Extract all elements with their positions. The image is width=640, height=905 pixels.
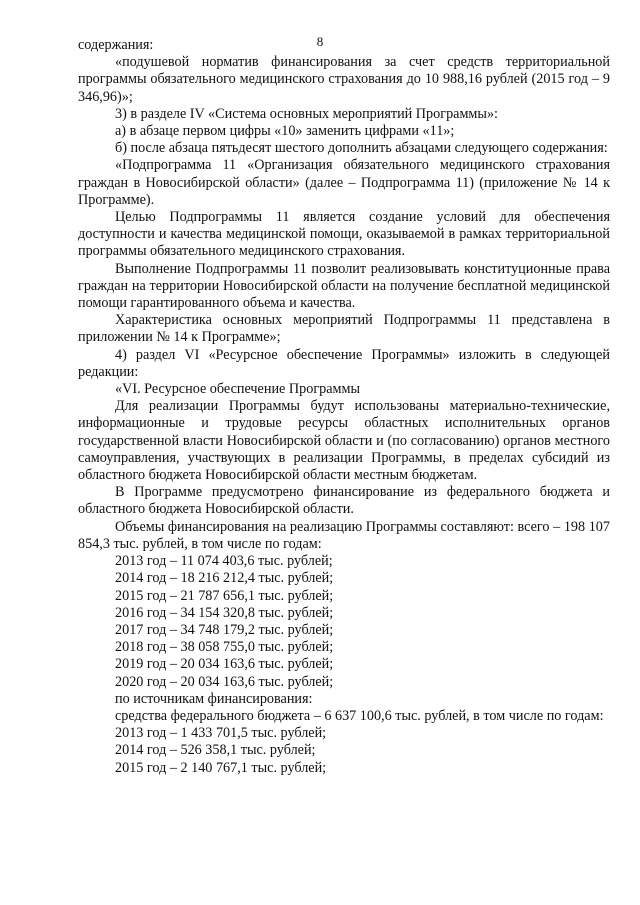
paragraph: «VI. Ресурсное обеспечение Программы: [115, 381, 361, 398]
paragraph: 3) в разделе IV «Система основных мероприятий Программы»:: [115, 105, 498, 122]
list-item: 2016 год – 34 154 320,8 тыс. рублей;: [115, 604, 334, 621]
paragraph: Целью Подпрограммы 11 является создание условий для обеспечения доступности и качества медицинской помощи, оказываемой в рамках территориальной программы обязательного медицинского страхования.: [78, 209, 610, 260]
list-item: 2018 год – 38 058 755,0 тыс. рублей;: [115, 639, 334, 656]
paragraph: Объемы финансирования на реализацию Программы составляют: всего – 198 107 854,3 тыс. рублей, в том числе по годам:: [78, 518, 610, 552]
paragraph: Для реализации Программы будут использованы материально-технические, информационные и трудовые ресурсы областных исполнительных органов государственной власти Новосибирской области и (по согласованию) органов местного самоуправления, участвующих в реализации Программы, в пределах субсидий из областного бюджета Новосибирской области местным бюджетам.: [78, 398, 610, 484]
paragraph: Выполнение Подпрограммы 11 позволит реализовывать конституционные права граждан на территории Новосибирской области на получение бесплатной медицинской помощи гарантированного объема и качества.: [78, 260, 610, 312]
list-item: 2013 год – 1 433 701,5 тыс. рублей;: [115, 725, 327, 742]
page-number: 8: [316, 34, 324, 49]
list-item: 2013 год – 11 074 403,6 тыс. рублей;: [115, 553, 333, 570]
list-item: 2014 год – 526 358,1 тыс. рублей;: [115, 742, 316, 759]
paragraph: б) после абзаца пятьдесят шестого дополнить абзацами следующего содержания:: [115, 140, 608, 157]
paragraph: «подушевой норматив финансирования за счет средств территориальной программы обязательного медицинского страхования до 10 988,16 рублей (2015 год – 9 346,96)»;: [78, 54, 610, 105]
paragraph: а) в абзаце первом цифры «10» заменить цифрами «11»;: [115, 123, 455, 140]
list-item: 2017 год – 34 748 179,2 тыс. рублей;: [115, 621, 334, 638]
list-item: 2020 год – 20 034 163,6 тыс. рублей;: [115, 673, 334, 690]
paragraph: Характеристика основных мероприятий Подпрограммы 11 представлена в приложении № 14 к Программе»;: [78, 312, 610, 346]
list-item: 2014 год – 18 216 212,4 тыс. рублей;: [115, 570, 334, 587]
paragraph: 4) раздел VI «Ресурсное обеспечение Программы» изложить в следующей редакции:: [78, 346, 610, 380]
paragraph: средства федерального бюджета – 6 637 100,6 тыс. рублей, в том числе по годам:: [115, 707, 604, 724]
list-item: 2015 год – 21 787 656,1 тыс. рублей;: [115, 587, 334, 604]
list-item: 2015 год – 2 140 767,1 тыс. рублей;: [115, 759, 327, 776]
list-item: 2019 год – 20 034 163,6 тыс. рублей;: [115, 656, 334, 673]
paragraph: В Программе предусмотрено финансирование из федерального бюджета и областного бюджета Новосибирской области.: [78, 484, 610, 518]
list-item: по источникам финансирования:: [115, 690, 313, 707]
paragraph: содержания:: [78, 37, 154, 53]
document-body: [78, 37, 610, 777]
paragraph: «Подпрограмма 11 «Организация обязательного медицинского страхования граждан в Новосибирской области» (далее – Подпрограмма 11) (приложение № 14 к Программе).: [78, 157, 610, 208]
